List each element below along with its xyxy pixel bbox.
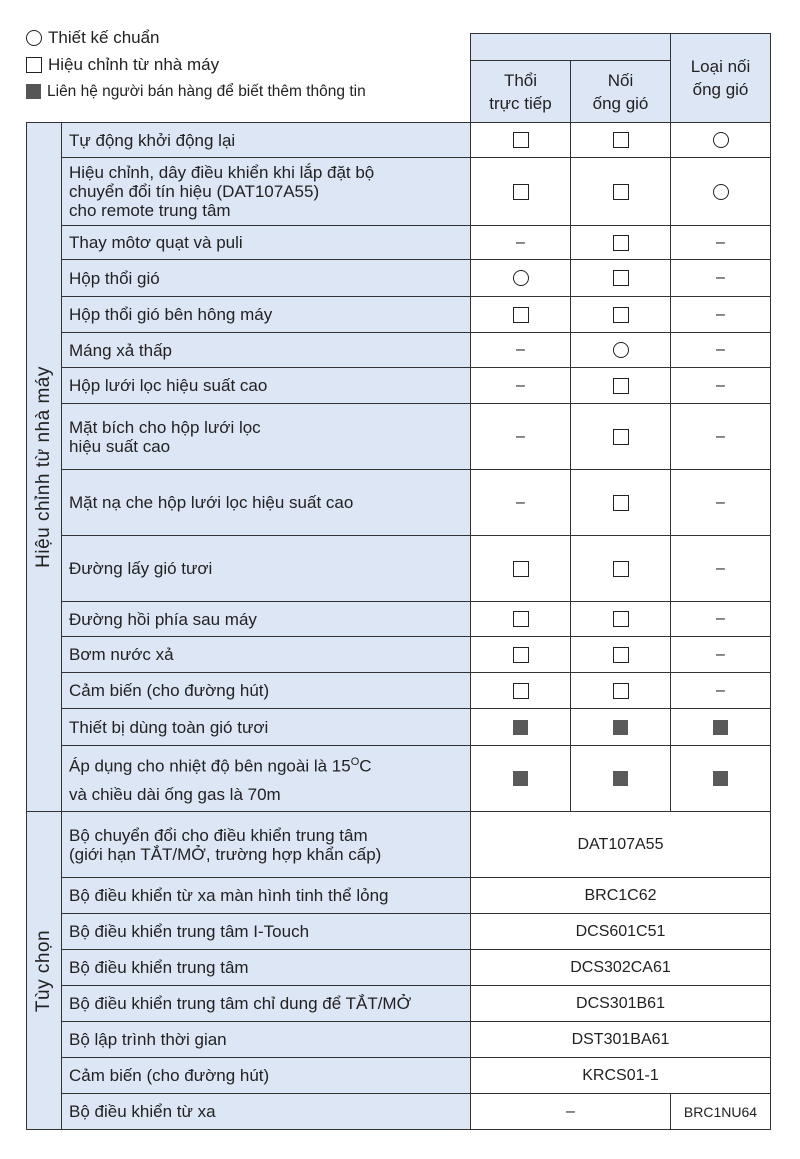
- model-code: DST301BA61: [571, 1030, 670, 1048]
- option-label: [61, 949, 471, 986]
- section-title: Hiệu chỉnh từ nhà máy: [33, 366, 54, 568]
- square-icon: [613, 235, 629, 251]
- row-label-text: Mặt nạ che hộp lưới lọc hiệu suất cao: [69, 493, 354, 512]
- value-cell: [670, 259, 771, 297]
- row-label-text: Thay môtơ quạt và puli: [69, 233, 243, 252]
- option-label: [61, 913, 471, 950]
- option-label: [61, 811, 471, 878]
- value-cell: [570, 745, 671, 812]
- value-cell: [470, 157, 571, 226]
- circle-icon: [713, 184, 729, 200]
- value-cell: [670, 367, 771, 404]
- model-cell: [470, 811, 771, 878]
- value-cell: [570, 601, 671, 637]
- row-label: [61, 225, 471, 260]
- filled-square-icon: [713, 720, 728, 735]
- row-label: [61, 672, 471, 709]
- circle-icon: [513, 270, 529, 286]
- square-icon: [513, 647, 529, 663]
- legend-text: Hiệu chỉnh từ nhà máy: [48, 54, 220, 74]
- dash-mark: –: [716, 341, 725, 358]
- row-label: [61, 403, 471, 470]
- row-label: [61, 259, 471, 297]
- column-header-duct: [570, 60, 671, 123]
- dash-mark: –: [716, 233, 725, 251]
- value-cell: [670, 296, 771, 333]
- value-cell: [470, 225, 571, 260]
- value-cell: [570, 535, 671, 602]
- value-cell: [670, 122, 771, 158]
- value-cell: [570, 259, 671, 297]
- row-label-main: Áp dụng cho nhiệt độ bên ngoài là 15: [69, 756, 351, 776]
- value-cell: [570, 367, 671, 404]
- filled-square-icon: [513, 720, 528, 735]
- dash-mark: –: [516, 376, 525, 394]
- value-cell: [570, 332, 671, 368]
- dash-mark: –: [716, 610, 725, 627]
- value-cell: [470, 745, 571, 812]
- row-label: [61, 601, 471, 637]
- legend-text: Liên hệ người bán hàng để biết thêm thông tin: [47, 82, 366, 100]
- model-code: BRC1C62: [584, 886, 657, 904]
- option-label-text: Cảm biến (cho đường hút): [69, 1066, 270, 1085]
- row-label-text: Mặt bích cho hộp lưới lọc hiệu suất cao: [69, 417, 261, 456]
- square-icon: [613, 429, 629, 445]
- square-icon: [613, 307, 629, 323]
- row-label-text: Cảm biến (cho đường hút): [69, 681, 270, 700]
- square-icon: [613, 611, 629, 627]
- degree-sup: O: [350, 756, 360, 769]
- square-icon: [613, 683, 629, 699]
- square-icon: [513, 611, 529, 627]
- value-cell: [570, 672, 671, 709]
- square-icon: [613, 184, 629, 200]
- option-label-text: Bộ điều khiển từ xa màn hình tinh thể lỏng: [69, 886, 389, 905]
- model-cell: [470, 1057, 771, 1094]
- dash-mark: –: [716, 493, 725, 511]
- model-cell: [470, 949, 771, 986]
- model-cell: [470, 913, 771, 950]
- value-cell: [470, 636, 571, 673]
- value-cell: [570, 122, 671, 158]
- dash-mark: –: [716, 559, 725, 577]
- section-label-options: [26, 811, 62, 1130]
- dash-mark: –: [516, 427, 525, 445]
- column-header-direct: [470, 60, 571, 123]
- value-cell: [570, 636, 671, 673]
- option-label-text: Bộ lập trình thời gian: [69, 1030, 227, 1049]
- value-cell: [670, 535, 771, 602]
- option-label: [61, 985, 471, 1022]
- row-label-text: [69, 748, 372, 809]
- option-label-text: Bộ chuyển đổi cho điều khiển trung tâm (giới hạn TẮT/MỞ, trường hợp khẩn cấp): [69, 825, 382, 864]
- row-label-text: Hộp thổi gió bên hông máy: [69, 305, 273, 324]
- value-cell: [470, 708, 571, 746]
- circle-icon: [613, 342, 629, 358]
- dash-mark: –: [516, 233, 525, 251]
- square-icon: [513, 184, 529, 200]
- value-cell: [470, 535, 571, 602]
- row-label-text: Máng xả thấp: [69, 340, 173, 360]
- row-label: [61, 636, 471, 673]
- row-label-tail: và chiều dài ống gas là 70m: [69, 784, 281, 804]
- dash-mark: –: [716, 305, 725, 323]
- row-label-text: Đường hồi phía sau máy: [69, 609, 257, 629]
- square-icon: [513, 132, 529, 148]
- circle-icon: [713, 132, 729, 148]
- section-title: Tùy chọn: [33, 929, 54, 1012]
- value-cell: [470, 122, 571, 158]
- dash-mark: –: [516, 493, 525, 511]
- value-cell: [670, 745, 771, 812]
- value-cell: [570, 403, 671, 470]
- column-header-label: Loại nối ống gió: [690, 57, 751, 99]
- row-label-text: Thiết bị dùng toàn gió tươi: [69, 717, 269, 737]
- row-label: [61, 332, 471, 368]
- square-icon: [613, 270, 629, 286]
- square-icon: [513, 561, 529, 577]
- value-cell: [570, 225, 671, 260]
- square-icon: [613, 495, 629, 511]
- filled-square-icon: [513, 771, 528, 786]
- value-cell: [670, 157, 771, 226]
- filled-square-icon: [613, 771, 628, 786]
- square-icon: [613, 647, 629, 663]
- model-cell: [470, 1021, 771, 1058]
- filled-square-icon: [613, 720, 628, 735]
- model-code: DCS601C51: [575, 922, 666, 940]
- header-group-cell: [470, 33, 671, 61]
- row-label-text: Hộp thổi gió: [69, 268, 160, 288]
- square-icon: [613, 378, 629, 394]
- option-label: [61, 1057, 471, 1094]
- dash-mark: –: [716, 645, 725, 663]
- value-cell: [670, 672, 771, 709]
- section-label-factory: [26, 122, 62, 812]
- row-label: [61, 296, 471, 333]
- value-cell: [670, 225, 771, 260]
- model-code: DCS301B61: [576, 994, 665, 1012]
- column-header-duct-type: [670, 33, 771, 123]
- option-label-text: Bộ điều khiển trung tâm: [69, 958, 249, 977]
- row-label-text: Đường lấy gió tươi: [69, 559, 213, 578]
- dash-mark: –: [516, 341, 525, 358]
- model-code: DAT107A55: [577, 835, 664, 853]
- model-cell: [470, 1093, 671, 1130]
- dash-mark: –: [716, 376, 725, 394]
- value-cell: [470, 403, 571, 470]
- value-cell: [470, 367, 571, 404]
- row-label-text: Hiệu chỉnh, dây điều khiển khi lắp đặt bộ chuyển đổi tín hiệu (DAT107A55) cho remote trung tâm: [69, 163, 375, 220]
- row-label: [61, 708, 471, 746]
- model-code: DCS302CA61: [570, 958, 671, 976]
- row-label-unit: C: [359, 756, 372, 776]
- dash-mark: –: [716, 681, 725, 699]
- row-label: [61, 367, 471, 404]
- square-icon: [613, 561, 629, 577]
- value-cell: [670, 708, 771, 746]
- value-cell: [470, 601, 571, 637]
- value-cell: [670, 601, 771, 637]
- model-code: –: [566, 1102, 575, 1120]
- row-label: [61, 157, 471, 226]
- model-code: KRCS01-1: [582, 1066, 659, 1084]
- dash-mark: –: [716, 427, 725, 445]
- value-cell: [470, 469, 571, 536]
- row-label: [61, 122, 471, 158]
- row-label: [61, 535, 471, 602]
- filled-square-icon: [713, 771, 728, 786]
- model-code: BRC1NU64: [683, 1103, 758, 1120]
- option-label: [61, 1021, 471, 1058]
- row-label-text: Tự động khởi động lại: [69, 130, 236, 150]
- dash-mark: –: [716, 269, 725, 286]
- value-cell: [470, 259, 571, 297]
- value-cell: [670, 636, 771, 673]
- value-cell: [670, 469, 771, 536]
- value-cell: [670, 332, 771, 368]
- model-cell: [470, 877, 771, 914]
- column-header-label: Nối ống gió: [592, 70, 649, 113]
- option-label-text: Bộ điều khiển trung tâm I-Touch: [69, 922, 310, 941]
- value-cell: [570, 157, 671, 226]
- square-icon: [513, 683, 529, 699]
- value-cell: [670, 403, 771, 470]
- row-label: [61, 469, 471, 536]
- square-icon: [613, 132, 629, 148]
- row-label-text: Hộp lưới lọc hiệu suất cao: [69, 376, 268, 395]
- value-cell: [470, 332, 571, 368]
- model-cell: [470, 985, 771, 1022]
- value-cell: [570, 469, 671, 536]
- row-label: [61, 745, 471, 812]
- option-label-text: Bộ điều khiển trung tâm chỉ dung để TẮT/MỞ: [69, 994, 412, 1013]
- option-label-text: Bộ điều khiển từ xa: [69, 1102, 216, 1121]
- value-cell: [470, 296, 571, 333]
- legend-text: Thiết kế chuẩn: [48, 27, 160, 47]
- value-cell: [570, 708, 671, 746]
- value-cell: [470, 672, 571, 709]
- column-header-label: Thổi trực tiếp: [489, 70, 552, 113]
- option-label: [61, 1093, 471, 1130]
- row-label-text: Bơm nước xả: [69, 645, 174, 664]
- option-label: [61, 877, 471, 914]
- square-icon: [513, 307, 529, 323]
- model-cell-extra: [670, 1093, 771, 1130]
- value-cell: [570, 296, 671, 333]
